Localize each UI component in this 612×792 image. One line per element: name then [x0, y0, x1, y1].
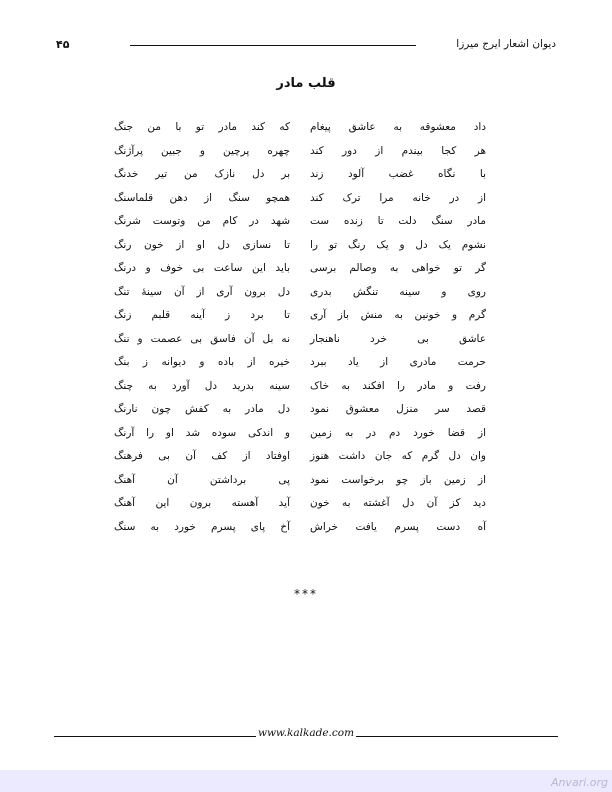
second-hemistich: شهد در کام من وتوست شرنگ	[114, 215, 290, 227]
second-hemistich: دل برون آری از آن سینهٔ تنگ	[114, 285, 290, 298]
couplet	[0, 331, 612, 355]
first-hemistich: دید کز آن دل آغشته به خون	[310, 497, 486, 509]
couplet	[0, 213, 612, 237]
footer-url: www.kalkade.com	[257, 727, 355, 739]
second-hemistich: دل مادر به کفش چون نارنگ	[114, 403, 290, 415]
book-title: دیوان اشعار ایرج میرزا	[456, 38, 556, 50]
couplet	[0, 448, 612, 472]
couplet	[0, 401, 612, 425]
second-hemistich: نه بل آن فاسق بی عصمت و ننگ	[114, 332, 290, 345]
couplet	[0, 378, 612, 402]
first-hemistich: از در خانه مرا ترک کند	[310, 191, 486, 204]
first-hemistich: روی و سینه تنگش بدری	[310, 285, 486, 298]
couplet	[0, 166, 612, 190]
second-hemistich: اوفتاد از کف آن بی فرهنگ	[114, 450, 290, 462]
second-hemistich: که کند مادر تو با من جنگ	[114, 121, 290, 133]
page-header	[54, 38, 558, 52]
first-hemistich: گر تو خواهی به وصالم برسی	[310, 262, 486, 274]
first-hemistich: قصد سر منزل معشوق نمود	[310, 403, 486, 415]
second-hemistich: پی برداشتن آن آهنگ	[114, 473, 290, 486]
header-rule	[130, 45, 416, 46]
first-hemistich: آه دست پسرم یافت خراش	[310, 520, 486, 533]
second-hemistich: تا نسازی دل او از خون رنگ	[114, 238, 290, 251]
couplet	[0, 472, 612, 496]
second-hemistich: بر دل نازک من تیر خدنگ	[114, 168, 290, 180]
second-hemistich: همچو سنگ از دهن قلماسنگ	[114, 191, 290, 204]
first-hemistich: عاشق بی خرد ناهنجار	[310, 332, 486, 345]
first-hemistich: با نگاه غضب آلود زند	[310, 168, 486, 180]
page-footer	[54, 727, 558, 741]
couplet	[0, 354, 612, 378]
first-hemistich: داد معشوقه به عاشق پیغام	[310, 121, 486, 133]
first-hemistich: حرمت مادری از یاد ببرد	[310, 356, 486, 368]
second-hemistich: آخ پای پسرم خورد به سنگ	[114, 520, 290, 533]
watermark-bar	[0, 770, 612, 792]
second-hemistich: و اندکی سوده شد او را آرنگ	[114, 426, 290, 439]
couplet	[0, 143, 612, 167]
page-number: ۴۵	[56, 38, 70, 51]
second-hemistich: خیره از باده و دیوانه ز بنگ	[114, 356, 290, 368]
poem-title: قلب مادر	[276, 76, 336, 91]
footer-rule-right	[356, 736, 558, 737]
couplet	[0, 495, 612, 519]
first-hemistich: از زمین باز چو برخواست نمود	[310, 473, 486, 486]
second-hemistich: آید آهسته برون این آهنگ	[114, 497, 290, 509]
couplet	[0, 119, 612, 143]
first-hemistich: مادر سنگ دلت تا زنده ست	[310, 215, 486, 227]
second-hemistich: باید این ساعت بی خوف و درنگ	[114, 262, 290, 274]
first-hemistich: نشوم یک دل و یک رنگ تو را	[310, 238, 486, 251]
couplet	[0, 425, 612, 449]
couplet	[0, 307, 612, 331]
couplet	[0, 284, 612, 308]
couplet	[0, 260, 612, 284]
first-hemistich: وان دل گرم که جان داشت هنوز	[310, 450, 486, 462]
couplet	[0, 519, 612, 543]
section-separator: ***	[294, 587, 318, 601]
poem-body	[0, 119, 612, 544]
couplet	[0, 190, 612, 214]
first-hemistich: هر کجا بیندم از دور کند	[310, 144, 486, 157]
second-hemistich: تا برد ز آینه قلبم زنگ	[114, 309, 290, 321]
first-hemistich: از قضا خورد دم در به زمین	[310, 426, 486, 439]
first-hemistich: رفت و مادر را افکند به خاک	[310, 379, 486, 392]
couplet	[0, 237, 612, 261]
second-hemistich: چهره پرچین و جبین پرآژنگ	[114, 144, 290, 157]
watermark-logo: Anvari.org	[550, 776, 608, 789]
second-hemistich: سینه بدرید دل آورد به چنگ	[114, 379, 290, 392]
first-hemistich: گرم و خونین به منش باز آری	[310, 309, 486, 321]
